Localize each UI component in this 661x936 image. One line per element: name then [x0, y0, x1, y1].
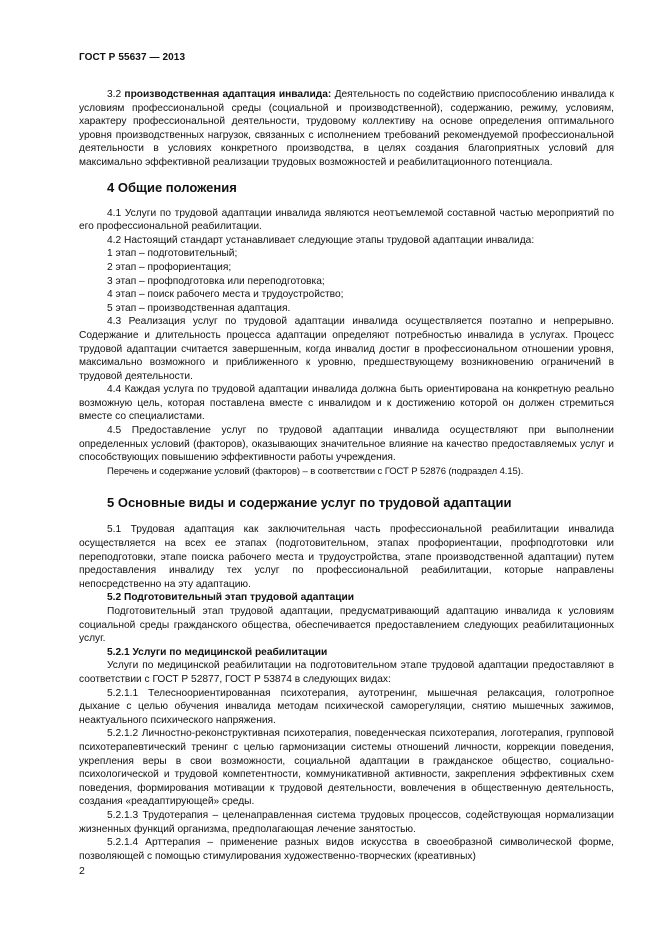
- clause-number: 3.2: [107, 89, 125, 100]
- clause-5-2-1-4: 5.2.1.4 Арттерапия – применение разных видов искусства в своеобразной символической форме, позволяющей с помощью стимулирования художественно-творческих (креативных): [79, 837, 614, 862]
- clause-5-2-1-2: 5.2.1.2 Личностно-реконструктивная психотерапия, поведенческая психотерапия, логотерапия, групповой психотерапевтический тренинг с целью гармонизации системы отношений личности, коррекции поведения, укрепления веры в свои возможности, социальной адаптации в гражданское общество, социально-психологической и трудовой компетентности, коммуникативной активности, закрепления эффективных схем поведения, формирования мотивации к трудовой деятельности, вовлечения в общественную деятельность, создания «реадаптирующей» среды.: [79, 728, 614, 808]
- stage-item: 3 этап – профподготовка или переподготовка;: [107, 275, 325, 287]
- clause-5-2-1-3: 5.2.1.3 Трудотерапия – целенаправленная система трудовых процессов, содействующая нормализации жизненных функций организма, предполагающая лечение занятостью.: [79, 809, 614, 835]
- clause-3-2: [79, 88, 614, 170]
- section-4-heading: 4 Общие положения: [107, 179, 237, 195]
- clause-4-4: 4.4 Каждая услуга по трудовой адаптации инвалида должна быть ориентирована на конкретную реально возможную цель, которая поставлена вместе с инвалидом и к достижению которой он должен стремиться вместе со специалистами.: [79, 384, 614, 423]
- stage-item: 2 этап – профориентация;: [107, 261, 232, 273]
- term: производственная адаптация инвалида:: [124, 89, 332, 100]
- clause-5-2: Подготовительный этап трудовой адаптации, предусматривающий адаптацию инвалида к условиям социальной среды гражданского общества, обеспечивается предоставлением следующих реабилитационных услуг.: [79, 606, 614, 645]
- stage-item: 5 этап – производственная адаптация.: [107, 302, 291, 314]
- clause-5-1: 5.1 Трудовая адаптация как заключительная часть профессиональной реабилитации инвалида осуществляется на всех ее этапах (подготовительном, этапах профориентации, профподготовки или переподготовки, этапе поиска рабочего места и трудоустройства, этапе производственной адаптации) путем предоставления инвалиду тех услуг по профессиональной реабилитации, которые направлены непосредственно на эту адаптацию.: [79, 524, 614, 590]
- clause-5-2-1-1: 5.2.1.1 Телесноориентированная психотерапия, аутотренинг, мышечная релаксация, голотропное дыхание с целью обучения инвалида методам психической саморегуляции, снятию мышечных зажимов, неактуального психического напряжения.: [79, 687, 614, 726]
- clause-4-5-note: Перечень и содержание условий (факторов) – в соответствии с ГОСТ Р 52876 (подраздел 4.15).: [107, 465, 524, 477]
- clause-4-3: 4.3 Реализация услуг по трудовой адаптации инвалида осуществляется поэтапно и непрерывно. Содержание и длительность процесса адаптации определяют потребностью инвалида в услугах. Процесс трудовой адаптации считается завершенным, когда инвалид достиг в профессиональном отношении уровня, максимально возможного и приближенного к уровню, предшествующему возникновению ограничений в трудовой деятельности.: [79, 316, 614, 382]
- clause-4-2: 4.2 Настоящий стандарт устанавливает следующие этапы трудовой адаптации инвалида:: [107, 234, 535, 246]
- clause-5-2-1: Услуги по медицинской реабилитации на подготовительном этапе трудовой адаптации предоставляют в соответствии с ГОСТ Р 52877, ГОСТ Р 53874 в следующих видах:: [79, 660, 614, 685]
- document-body: [79, 88, 614, 863]
- clause-5-2-heading: 5.2 Подготовительный этап трудовой адаптации: [107, 592, 355, 604]
- document-header: ГОСТ Р 55637 — 2013: [79, 52, 186, 63]
- clause-5-2-1-heading: 5.2.1 Услуги по медицинской реабилитации: [107, 646, 328, 658]
- stage-item: 4 этап – поиск рабочего места и трудоустройство;: [107, 289, 344, 301]
- stage-item: 1 этап – подготовительный;: [107, 248, 238, 260]
- section-5-heading: 5 Основные виды и содержание услуг по трудовой адаптации: [107, 495, 512, 511]
- clause-4-5: 4.5 Предоставление услуг по трудовой адаптации инвалида осуществляют при выполнении определенных условий (факторов), оказывающих значительное влияние на качество предоставляемых услуг и способствующих повышению эффективности работы учреждения.: [79, 425, 614, 464]
- definition: Деятельность по содействию приспособлению инвалида к условиям профессиональной среды (социальной и производственной), содержанию, режиму, условиям, характеру профессиональной деятельности, трудовому коллективу на основе определения оптимального уровня производственных нагрузок, связанных с исполнением требований рекомендуемой профессиональной деятельности в условиях конкретного производства, в целях создания благоприятных условий для максимально эффективной реализации трудовых возможностей и реабилитационного потенциала.: [79, 89, 614, 168]
- clause-4-1: 4.1 Услуги по трудовой адаптации инвалида являются неотъемлемой составной частью мероприятий по его профессиональной реабилитации.: [79, 207, 614, 233]
- page-number: 2: [79, 865, 85, 877]
